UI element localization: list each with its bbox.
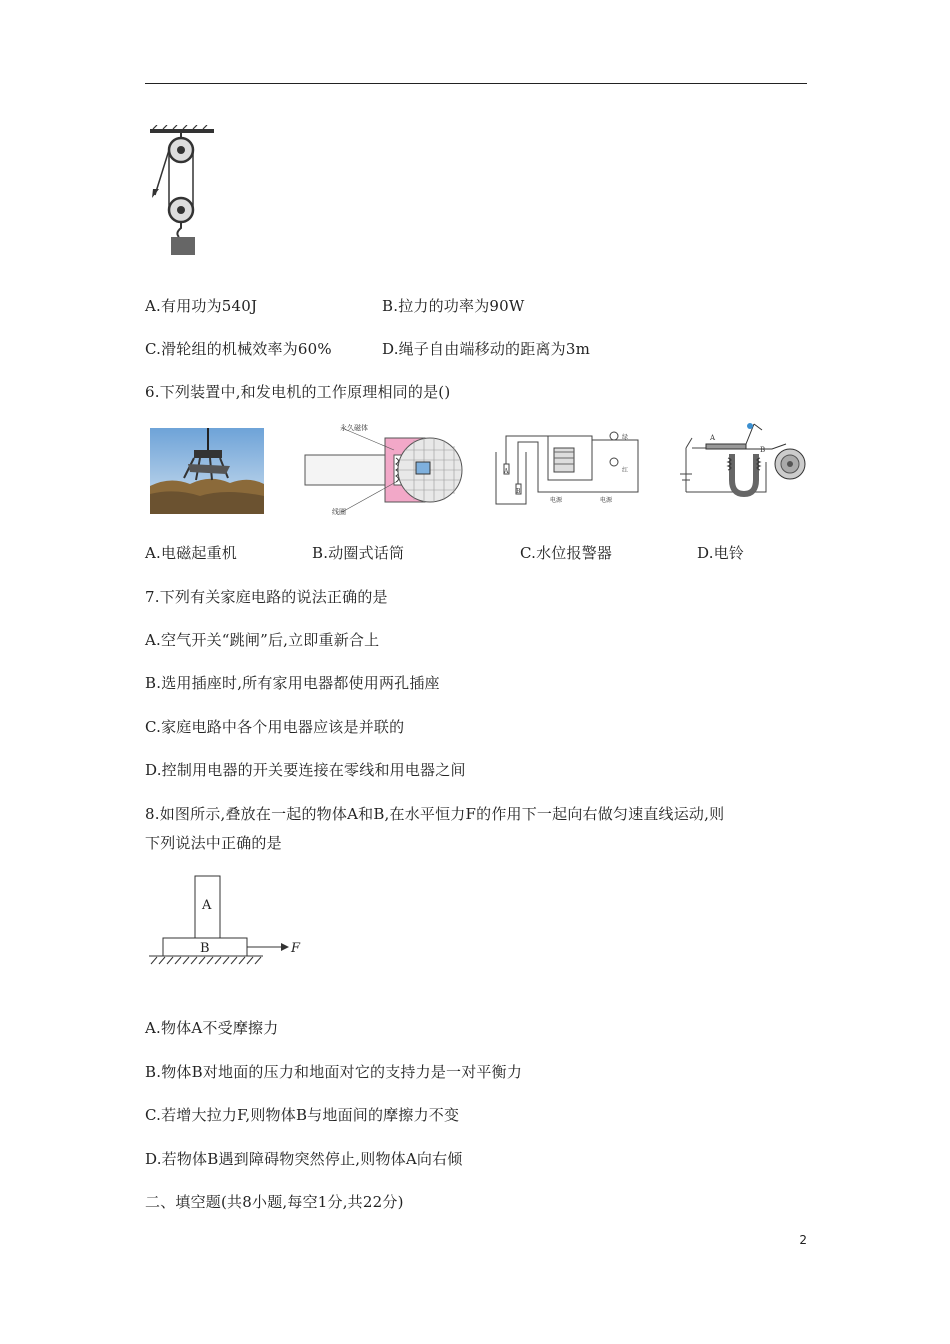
q5-option-d: D.绳子自由端移动的距离为3m bbox=[382, 340, 591, 358]
q5-option-c: C.滑轮组的机械效率为60% bbox=[145, 340, 332, 358]
pulley-figure bbox=[145, 125, 225, 260]
block-b-label: B bbox=[200, 941, 210, 956]
q7-stem: 7.下列有关家庭电路的说法正确的是 bbox=[145, 588, 388, 606]
q8-stem-line-2: 下列说法中正确的是 bbox=[145, 834, 282, 852]
q6-option-c: C.水位报警器 bbox=[520, 544, 613, 562]
q7-option-a: A.空气开关“跳闸”后,立即重新合上 bbox=[145, 631, 380, 649]
page-number: 2 bbox=[799, 1233, 807, 1247]
header-rule bbox=[145, 83, 807, 84]
section-2-title: 二、填空题(共8小题,每空1分,共22分) bbox=[145, 1193, 404, 1211]
q7-option-d: D.控制用电器的开关要连接在零线和用电器之间 bbox=[145, 761, 466, 779]
q8-option-c: C.若增大拉力F,则物体B与地面间的摩擦力不变 bbox=[145, 1106, 460, 1124]
dynamic-microphone-diagram bbox=[300, 420, 465, 520]
q7-option-b: B.选用插座时,所有家用电器都使用两孔插座 bbox=[145, 674, 440, 692]
crane-photo bbox=[150, 428, 264, 514]
blocks-figure bbox=[145, 872, 310, 970]
alarm-label-red: 红 bbox=[622, 467, 629, 474]
q8-option-a: A.物体A不受摩擦力 bbox=[145, 1019, 279, 1037]
alarm-label-b: B bbox=[516, 488, 521, 495]
mic-label-coil: 线圈 bbox=[332, 508, 346, 516]
q8-option-b: B.物体B对地面的压力和地面对它的支持力是一对平衡力 bbox=[145, 1063, 523, 1081]
q6-option-a: A.电磁起重机 bbox=[145, 544, 238, 562]
alarm-label-power-2: 电源 bbox=[600, 497, 613, 504]
electric-bell-diagram bbox=[676, 418, 808, 500]
q5-option-b: B.拉力的功率为90W bbox=[382, 297, 525, 315]
mic-label-magnet: 永久磁体 bbox=[340, 424, 368, 432]
q7-option-c: C.家庭电路中各个用电器应该是并联的 bbox=[145, 718, 405, 736]
alarm-label-power-1: 电源 bbox=[550, 497, 563, 504]
bell-label-b: B bbox=[760, 446, 766, 454]
force-f-label: F bbox=[291, 941, 301, 956]
q5-option-a: A.有用功为540J bbox=[145, 297, 258, 315]
alarm-label-a: A bbox=[504, 468, 509, 475]
q6-option-b: B.动圈式话筒 bbox=[312, 544, 405, 562]
water-level-alarm-diagram bbox=[492, 422, 642, 510]
block-a-label: A bbox=[202, 898, 212, 913]
q6-stem: 6.下列装置中,和发电机的工作原理相同的是() bbox=[145, 383, 451, 401]
q8-stem-line-1: 8.如图所示,叠放在一起的物体A和B,在水平恒力F的作用下一起向右做匀速直线运动,则 bbox=[145, 805, 725, 823]
q8-option-d: D.若物体B遇到障碍物突然停止,则物体A向右倾 bbox=[145, 1150, 463, 1168]
q6-option-d: D.电铃 bbox=[697, 544, 745, 562]
alarm-label-green: 绿 bbox=[622, 434, 629, 441]
bell-label-a: A bbox=[710, 434, 716, 442]
